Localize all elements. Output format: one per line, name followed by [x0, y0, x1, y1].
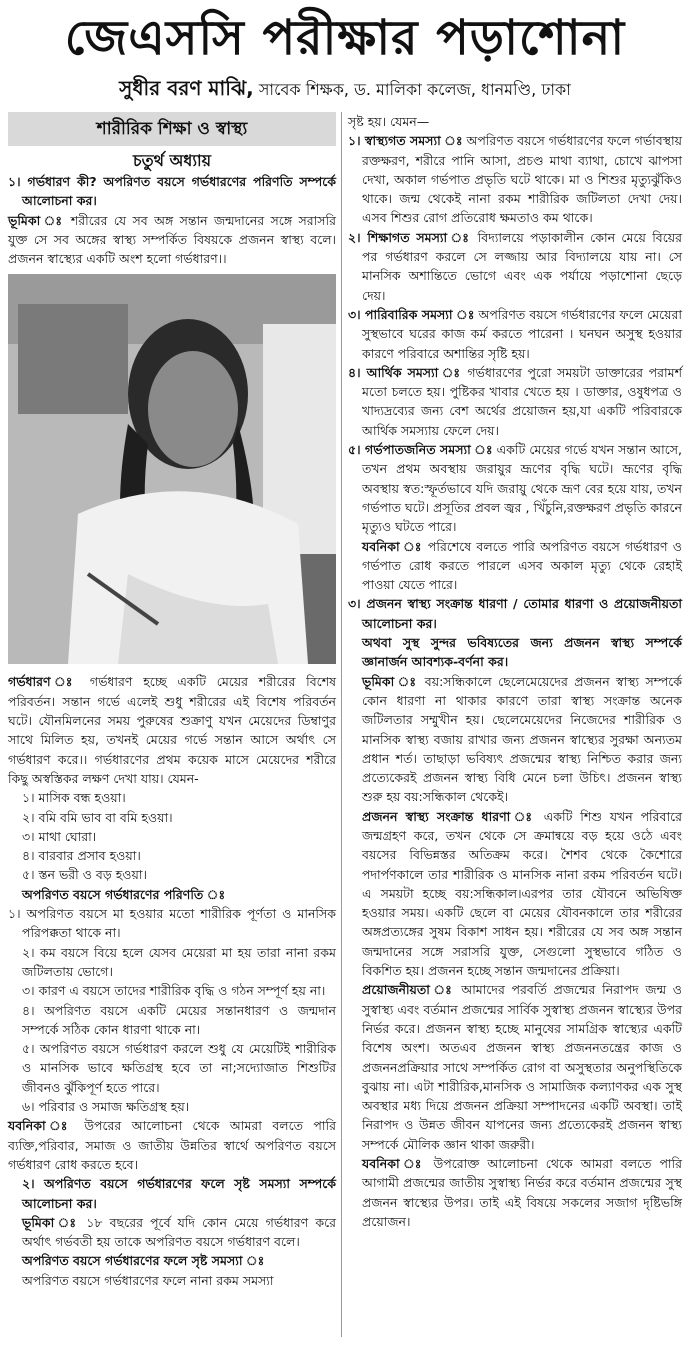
q2-problem-heading: অপরিণত বয়সে গর্ভধারণের ফলে সৃষ্ট সমস্যা ঃ: [22, 1253, 265, 1269]
q3-need-paragraph: [348, 980, 682, 1154]
consequences-list: [8, 904, 336, 1116]
q3-intro-heading: ভূমিকা ঃ: [362, 673, 419, 689]
list-item: ৫। স্তন ভরী ও বড় হওয়া।: [22, 867, 147, 883]
question-2: ২। অপরিণত বয়সে গর্ভধারণের ফলে সৃষ্ট সমস্যা সম্পর্কে আলোচনা কর।: [22, 1176, 336, 1211]
list-item: ৩। মাথা ঘোরা।: [22, 828, 97, 844]
definition-heading: গর্ভধারণ ঃ: [8, 674, 80, 690]
conclusion-heading: যবনিকা ঃ: [8, 1118, 74, 1134]
q3-concept-text: একটি শিশু যখন পরিবারে জন্মগ্রহণ করে, তখন থেকে সে ক্রমান্বয়ে বড় হয়ে ওঠে এবং বয়সের বিভিন্নস্তর অতিক্রম করে। শৈশব থেকে কৈশোরে পদার্পণকালে তার শারীরিক ও মানসিক নানা রকম পরিবর্তন ঘটে। এ সময়টা হচ্ছে বয়:সন্ধিকাল।এরপর তার যৌবনে অভিষিক্ত হওয়ার সময়। একটি ছেলে বা মেয়ের যৌবনকালে তার শরীরের অঙ্গপ্রত্যঙ্গের সুষম বিকাশ সাধন হয়। শরীরের যে সব অঙ্গ সন্তান জন্মদানের সঙ্গে সরাসরি যুক্ত, সেগুলো সুস্থভাবে গঠিত ও বিকশিত হয়। প্রজনন হচ্ছে সন্তান জন্মদানের প্রক্রিয়া।: [362, 808, 682, 979]
list-item: ৪। বারবার প্রসাব হওয়া।: [22, 848, 141, 864]
q2-intro-paragraph: [8, 1213, 336, 1252]
q3-need-heading: প্রয়োজনীয়তা ঃ: [362, 982, 455, 998]
list-item: ২। বমি বমি ভাব বা বমি হওয়া।: [22, 809, 173, 825]
author-affiliation: সাবেক শিক্ষক, ড. মালিকা কলেজ, ধানমণ্ডি, ঢাকা: [253, 80, 571, 99]
left-column: [8, 112, 336, 1290]
list-item: ৬। পরিবার ও সমাজ ক্ষতিগ্রস্থ হয়।: [22, 1099, 190, 1115]
conclusion-text: পরিশেষে বলতে পারি অপরিণত বয়সে গর্ভধারণ ও গর্ভপাত রোধ করতে পারলে এসব অকাল মৃত্যু থেকে রেহাই পাওয়া যেতে পারে।: [362, 538, 682, 593]
problem-item-miscarriage: [348, 440, 682, 536]
problem-heading: ২। শিক্ষাগত সমস্যা ঃ: [348, 229, 472, 245]
definition-paragraph: [8, 672, 336, 788]
q2-intro-heading: ভূমিকা ঃ: [22, 1214, 80, 1230]
list-item: ২। কম বয়সে বিয়ে হলে যেসব মেয়েরা মা হয় তারা নানা রকম জটিলতায় ভোগে।: [22, 944, 336, 979]
student-photo: [8, 274, 336, 664]
problem-heading: ৫। গর্ভপাতজনিত সমস্যা ঃ: [348, 442, 493, 458]
continuation-text: সৃষ্ট হয়। যেমন—: [348, 114, 430, 129]
consequences-heading: অপরিণত বয়সে গর্ভধারণের পরিণতি ঃ: [22, 886, 226, 902]
question-3: ৩। প্রজনন স্বাস্থ্য সংক্রান্ত ধারণা / তোমার ধারণা ও প্রয়োজনীয়তা আলোচনা কর।: [348, 596, 682, 631]
problem-item-finance: [348, 363, 682, 440]
list-item: ১। মাসিক বন্ধ হওয়া।: [22, 790, 126, 806]
signs-list: [8, 788, 336, 884]
intro-paragraph: [8, 211, 336, 269]
problem-item-education: [348, 228, 682, 305]
q3-intro-paragraph: [348, 672, 682, 807]
author-name: সুধীর বরণ মাঝি,: [119, 76, 254, 100]
q3-need-text: আমাদের পরবর্তি প্রজন্মের নিরাপদ জন্ম ও সুস্বাস্থ্য এবং বর্তমান প্রজন্মের সার্বিক সুস্বাস্থ্য প্রজনন স্বাস্থ্যের উপর নির্ভর করে। প্রজনন স্বাস্থ্য হচ্ছে মানুষের সামগ্রিক স্বাস্থ্যের একটি বিশেষ অংশ। অতএব প্রজনন স্বাস্থ্য প্রজননতন্ত্রের কাজ ও প্রজননপ্রক্রিয়ার সাথে সম্পর্কিত রোগ বা অসুস্থতার অনুপস্থিতিকে বুঝায় না। এটা শারীরিক,মানসিক ও সামাজিক কল্যাণকর এক সুস্থ অবস্থার মধ্য দিয়ে প্রজনন প্রক্রিয়া সম্পাদনের একটি অবস্থা। তাই নিরাপদ ও উন্নত জীবন যাপনের জন্য প্রত্যেকেরই প্রজনন স্বাস্থ্য সম্পর্কে মৌলিক জ্ঞান থাকা জরুরী।: [362, 982, 682, 1152]
list-item: ৪। অপরিণত বয়সে একটি মেয়ের সন্তানধারণ ও জন্মদান সম্পর্কে সঠিক কোন ধারণা থাকে না।: [22, 1002, 336, 1037]
intro-heading: ভূমিকা ঃ: [8, 212, 65, 228]
q3-conclusion-heading: যবনিকা ঃ: [362, 1156, 426, 1172]
q3-concept-heading: প্রজনন স্বাস্থ্য সংক্রান্ত ধারণা ঃ: [362, 808, 536, 824]
problem-text: গর্ভধারণের পুরো সময়টা ডাক্তারের পরামর্শ মতো চলতে হয়। পুষ্টিকর খাবার খেতে হয় । ডাক্তার, ওষুধপত্র ও খাদ্যদ্রব্যের জন্য বেশ অর্থের প্রয়োজন হয়,যা একটি পরিবারকে আর্থিক সমস্যায় ফেলে দেয়।: [362, 364, 682, 438]
column-divider: [341, 112, 342, 1337]
right-column: [348, 112, 682, 1231]
question-3-alt: অথবা সুস্থ সুন্দর ভবিষ্যতের জন্য প্রজনন স্বাস্থ্য সম্পর্কে জ্ঞানার্জন আবশ্যক-বর্ণনা কর।: [362, 635, 682, 670]
problem-heading: ১। স্বাস্থ্যগত সমস্যা ঃ: [348, 133, 463, 149]
question-1: ১। গর্ভধারণ কী? অপরিণত বয়সে গর্ভধারণের পরিণতি সম্পর্কে আলোচনা কর।: [8, 174, 336, 209]
byline: [0, 76, 690, 102]
q2-problem-text: অপরিণত বয়সে গর্ভধারণের ফলে নানা রকম সমস্যা: [22, 1272, 274, 1288]
definition-text: গর্ভধারণ হচ্ছে একটি মেয়ের শরীরের বিশেষ পরিবর্তন। সন্তান গর্ভে এলেই শুধু শরীরের এই বিশেষ পরিবর্তন ঘটে। যৌনমিলনের সময় পুরুষের শুক্রাণু যখন মেয়েদের ডিম্বাণুর সাথে মিলিত হয়, তখনই মেয়ের গর্ভে সন্তান আসে অর্থাৎ সে গর্ভধারণ করে।। গর্ভধারণের প্রথম কয়েক মাসে মেয়েদের শরীরে কিছু অস্বস্তিকর লক্ষণ দেখা যায়। যেমন-: [8, 674, 336, 786]
conclusion-heading: যবনিকা ঃ: [362, 538, 423, 554]
problem-item-family: [348, 305, 682, 363]
student-photo-illustration: [8, 274, 336, 664]
problem-heading: ৪। আর্থিক সমস্যা ঃ: [348, 364, 462, 380]
problem-text: অপরিণত বয়সে গর্ভধারণের ফলে মেয়েরা সুস্থভাবে ঘরের কাজ কর্ম করতে পারেনা । ঘনঘন অসুস্থ হওয়ার কারণে পরিবারে অশান্তির সৃষ্টি হয়।: [362, 306, 682, 361]
problem-text: একটি মেয়ের গর্ভে যখন সন্তান আসে, তখন প্রথম অবস্থায় জরায়ুর ভ্রূণের বৃদ্ধি ঘটে। ভ্রূণের বৃদ্ধি অবস্থায় স্বত:স্ফূর্তভাবে যদি জরায়ু থেকে ভ্রূণ বের হয়ে যায়, তখন গর্ভপাত ঘটে। প্রসূতির প্রবল জ্বর , খিঁচুনি,রক্তক্ষরণ প্রভৃতি কারনে মৃত্যুও ঘটতে পারে।: [362, 442, 682, 535]
masthead: [0, 0, 690, 110]
conclusion-paragraph: [8, 1116, 336, 1174]
problem-item-health: [348, 131, 682, 227]
problem-heading: ৩। পারিবারিক সমস্যা ঃ: [348, 306, 475, 322]
chapter-heading: চতুর্থ অধ্যায়: [132, 151, 212, 170]
list-item: ৫। অপরিণত বয়সে গর্ভধারণ করলে শুধু যে মেয়েটিই শারীরিক ও মানসিক ভাবে ক্ষতিগ্রস্থ হবে তা না;সদ্যোজাত শিশুটির জীবনও ঝুঁকিপূর্ণ হতে পারে।: [22, 1041, 336, 1095]
section-banner: শারীরিক শিক্ষা ও স্বাস্থ্য: [8, 112, 336, 146]
intro-text: শরীরের যে সব অঙ্গ সন্তান জন্মদানের সঙ্গে সরাসরি যুক্ত সে সব অঙ্গের স্বাস্থ্য সম্পর্কিত বিষয়কে প্রজনন স্বাস্থ্য বলে। প্রজনন স্বাস্থ্যের একটি অংশ হলো গর্ভধারণ।।: [8, 212, 336, 267]
problem-text: অপরিণত বয়সে গর্ভধারণের ফলে গর্ভাবস্থায় রক্তক্ষরণ, শরীরে পানি আসা, প্রচণ্ড মাথা ব্যাথা, চোখে ঝাপসা দেখা, অকাল গর্ভপাত প্রভৃতি ঘটে থাকে। মা ও শিশুর মৃত্যুঝুঁকিও থাকে। জন্ম থেকেই নানা রকম শারীরিক জটিলতা দেখা দেয়। এসব শিশুর রোগ প্রতিরোধ ক্ষমতাও কম থাকে।: [362, 133, 682, 226]
page-title: জেএসসি পরীক্ষার পড়াশোনা: [64, 10, 626, 66]
list-item: ৩। কারণ এ বয়সে তাদের শারীরিক বৃদ্ধি ও গঠন সম্পূর্ণ হয় না।: [22, 983, 326, 999]
right-conclusion-paragraph: [348, 537, 682, 595]
conclusion-text: উপরের আলোচনা থেকে আমরা বলতে পারি ব্যক্তি,পরিবার, সমাজ ও জাতীয় উন্নতির স্বার্থে অপরিণত বয়সে গর্ভধারণ রোধ করতে হবে।: [8, 1118, 336, 1172]
q3-conclusion-text: উপরোক্ত আলোচনা থেকে আমরা বলতে পারি আগামী প্রজন্মের জাতীয় সুস্বাস্থ্য নির্ভর করে বর্তমান প্রজন্মের সুস্থ প্রজনন স্বাস্থ্যের উপর। তাই এই বিষয়ে সকলের সজাগ দৃষ্টিভঙ্গি প্রয়োজন।: [362, 1156, 683, 1229]
q3-concept-paragraph: [348, 807, 682, 981]
q3-intro-text: বয়:সন্ধিকালে ছেলেমেয়েদের প্রজনন স্বাস্থ্য সম্পর্কে কোন ধারণা না থাকার কারণে তারা স্বাস্থ্য সংক্রান্ত অনেক জটিলতার সম্মুখীন হয়। ছেলেমেয়েদের নিজেদের শারীরিক ও মানসিক স্বাস্থ্য বজায় রাখার জন্য প্রজনন স্বাস্থ্যের সুরক্ষা অন্যতম প্রধান শর্ত। তাছাড়া ভবিষ্যৎ প্রজন্মের স্বাস্থ্য নিশ্চিত করার জন্য প্রত্যেকেরই প্রজনন স্বাস্থ্য বিধি মেনে চলা উচিৎ। প্রজনন স্বাস্থ্য শুরু হয় বয়:সন্ধিকাল থেকেই।: [362, 673, 682, 805]
q3-conclusion-paragraph: [348, 1154, 682, 1231]
q2-intro-text: ১৮ বছরের পূর্বে যদি কোন মেয়ে গর্ভধারণ করে অর্থাৎ গর্ভবতী হয় তাকে অপরিণত বয়সে গর্ভধারণ বলে।: [22, 1214, 336, 1250]
list-item: ১। অপরিণত বয়সে মা হওয়ার মতো শারীরিক পূর্ণতা ও মানসিক পরিপক্কতা থাকে না।: [8, 906, 336, 941]
problem-text: বিদ্যালয়ে পড়াকালীন কোন মেয়ে বিয়ের পর গর্ভধারণ করলে সে লজ্জায় আর বিদ্যালয়ে যায় না। সে মানসিক অশান্তিতে ভোগে এবং এক পর্যায়ে পড়াশোনা ছেড়ে দেয়।: [362, 229, 682, 303]
